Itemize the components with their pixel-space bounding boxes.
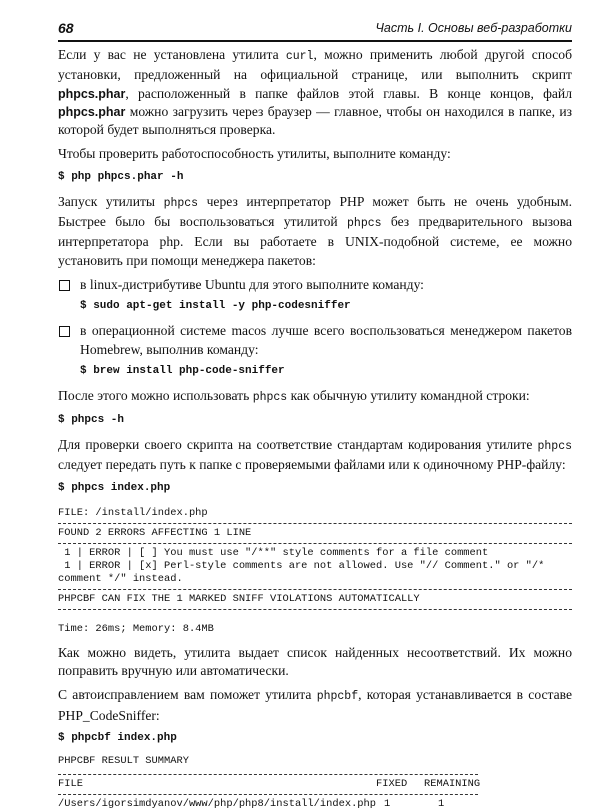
paragraph-autofix: С автоисправлением вам поможет утилита phpcbf, которая устанавливается в составе PHP_CodeSniffer: — [58, 687, 572, 723]
list-item: в операционной системе macos лучше всего воспользоваться менеджером пакетов Homebrew, выполнив команду: — [58, 322, 572, 359]
code-command-apt: $ sudo apt-get install -y php-codesniffer — [80, 300, 351, 313]
output-summary-line: PHPCBF RESULT SUMMARY — [58, 754, 189, 767]
paragraph-results: Как можно видеть, утилита выдает список найденных несоответствий. Их можно поправить вручную или автоматически. — [58, 644, 572, 679]
output-file-line: FILE: /install/index.php — [58, 506, 208, 519]
paragraph-check-script: Для проверки своего скрипта на соответствие стандартам кодирования утилите phpcs следует передать путь к папке с проверяемыми файлами или к одиночному PHP-файлу: — [58, 437, 572, 473]
divider — [58, 543, 572, 544]
code-command-phpcs-index: $ phpcs index.php — [58, 481, 171, 494]
output-error-line-cont: comment */" instead. — [58, 572, 183, 585]
inline-code-phpcs: phpcs — [163, 196, 199, 210]
divider — [58, 589, 572, 590]
table-row: /Users/igorsimdyanov/www/php/php8/install/index.php 1 1 — [58, 797, 445, 810]
checkbox-bullet-icon — [59, 326, 70, 337]
phpcs-output — [58, 507, 572, 636]
paragraph-use-phpcs: После этого можно использовать phpcs как обычную утилиту командной строки: — [58, 387, 530, 404]
output-error-line: 1 | ERROR | [ ] You must use "/**" style comments for a file comment — [58, 546, 489, 559]
inline-code-phpcbf: phpcbf — [316, 690, 359, 704]
page-number: 68 — [58, 20, 74, 36]
divider — [58, 794, 478, 795]
code-command-phar: $ php phpcs.phar -h — [58, 170, 184, 183]
code-command-phpcs-help: $ phpcs -h — [58, 414, 125, 427]
output-error-line: 1 | ERROR | [x] Perl-style comments are not allowed. Use "// Comment." or "/* — [58, 559, 545, 572]
output-time-line: Time: 26ms; Memory: 8.4MB — [58, 622, 214, 635]
page-content — [58, 46, 572, 811]
paragraph-install-alternatives: Если у вас не установлена утилита curl, можно применить любой другой способ установки, предложенный на официальной странице, или выполнить скрипт phpcs.phar, расположенный в папке файлов этой главы. В конце концов, файл phpcs.phar можно загрузить через браузер — главное, чтобы он находился в папке, из которой будет выполняться проверка. — [58, 47, 572, 138]
inline-filename-phar: phpcs.phar — [58, 104, 126, 119]
inline-filename-phar: phpcs.phar — [58, 86, 126, 101]
output-found-line: FOUND 2 ERRORS AFFECTING 1 LINE — [58, 526, 252, 539]
list-item: в linux-дистрибутиве Ubuntu для этого выполните команду: — [58, 276, 572, 294]
inline-code-phpcs: phpcs — [537, 440, 572, 454]
paragraph-run-via-interpreter: Запуск утилиты phpcs через интерпретатор PHP может быть не очень удобным. Быстрее было бы воспользоваться утилитой phpcs без предварительного вызова интерпретатора php. Если вы работаете в UNIX-подобной системе, ее можно установить при помощи менеджера пакетов: — [58, 193, 573, 268]
output-fix-line: PHPCBF CAN FIX THE 1 MARKED SNIFF VIOLATIONS AUTOMATICALLY — [58, 592, 420, 605]
divider — [58, 609, 572, 610]
page-header — [58, 20, 572, 42]
running-title: Часть I. Основы веб-разработки — [375, 21, 572, 35]
paragraph-check-utility: Чтобы проверить работоспособность утилиты, выполните команду: — [58, 146, 451, 162]
inline-code-phpcs: phpcs — [252, 390, 288, 404]
divider — [58, 523, 572, 524]
phpcbf-output — [58, 755, 572, 811]
code-command-phpcbf: $ phpcbf index.php — [58, 731, 177, 744]
divider — [58, 774, 478, 775]
inline-code-phpcs: phpcs — [347, 217, 382, 231]
code-command-brew: $ brew install php-code-sniffer — [80, 364, 285, 377]
checkbox-bullet-icon — [59, 280, 70, 291]
inline-code-curl: curl — [285, 50, 314, 63]
summary-table-header: FILE FIXED REMAINING — [58, 777, 481, 790]
